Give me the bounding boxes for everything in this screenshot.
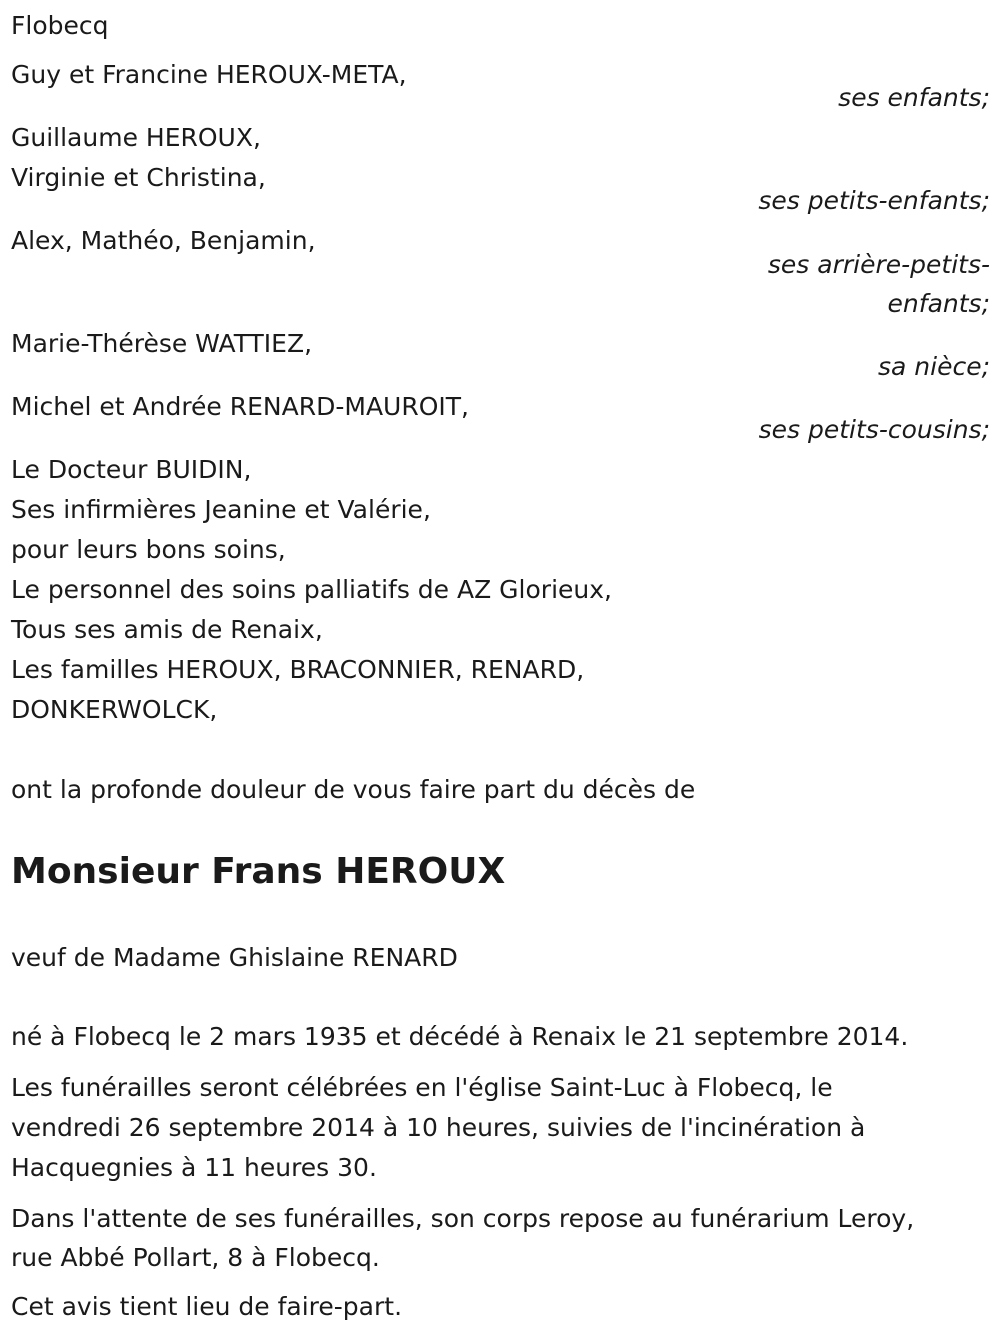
widower-line: veuf de Madame Ghislaine RENARD (11, 943, 458, 972)
family-name: Virginie et Christina, (11, 163, 266, 192)
birth-death: né à Flobecq le 2 mars 1935 et décédé à Renaix le 21 septembre 2014. (11, 1022, 909, 1051)
place: Flobecq (11, 11, 109, 40)
deceased-name: Monsieur Frans HEROUX (11, 851, 506, 892)
family-name: Marie-Thérèse WATTIEZ, (11, 329, 313, 358)
family-name: Guy et Francine HEROUX-META, (11, 60, 407, 89)
thanks-line: Les familles HEROUX, BRACONNIER, RENARD, (11, 655, 585, 684)
family-relation: ses petits-cousins; (758, 415, 990, 444)
family-name: Michel et Andrée RENARD-MAUROIT, (11, 392, 469, 421)
thanks-line: DONKERWOLCK, (11, 695, 218, 724)
thanks-line: Ses infirmières Jeanine et Valérie, (11, 495, 431, 524)
family-relation: ses petits-enfants; (758, 186, 990, 215)
family-relation: ses arrière-petits- (767, 250, 990, 279)
family-name: Guillaume HEROUX, (11, 123, 261, 152)
rest-line: Dans l'attente de ses funérailles, son corps repose au funérarium Leroy, (11, 1204, 915, 1233)
funeral-line: Hacquegnies à 11 heures 30. (11, 1153, 377, 1182)
thanks-line: Le Docteur BUIDIN, (11, 455, 252, 484)
thanks-line: Tous ses amis de Renaix, (11, 615, 323, 644)
family-name: Alex, Mathéo, Benjamin, (11, 226, 316, 255)
family-relation: sa nièce; (877, 352, 990, 381)
thanks-line: Le personnel des soins palliatifs de AZ Glorieux, (11, 575, 612, 604)
funeral-line: Les funérailles seront célébrées en l'église Saint-Luc à Flobecq, le (11, 1073, 833, 1102)
family-relation: ses enfants; (838, 83, 990, 112)
rest-line: rue Abbé Pollart, 8 à Flobecq. (11, 1243, 380, 1272)
family-relation: enfants; (887, 289, 990, 318)
funeral-line: vendredi 26 septembre 2014 à 10 heures, suivies de l'incinération à (11, 1113, 866, 1142)
closing-line: Cet avis tient lieu de faire-part. (11, 1292, 403, 1321)
thanks-line: pour leurs bons soins, (11, 535, 286, 564)
announcement: ont la profonde douleur de vous faire part du décès de (11, 775, 696, 804)
